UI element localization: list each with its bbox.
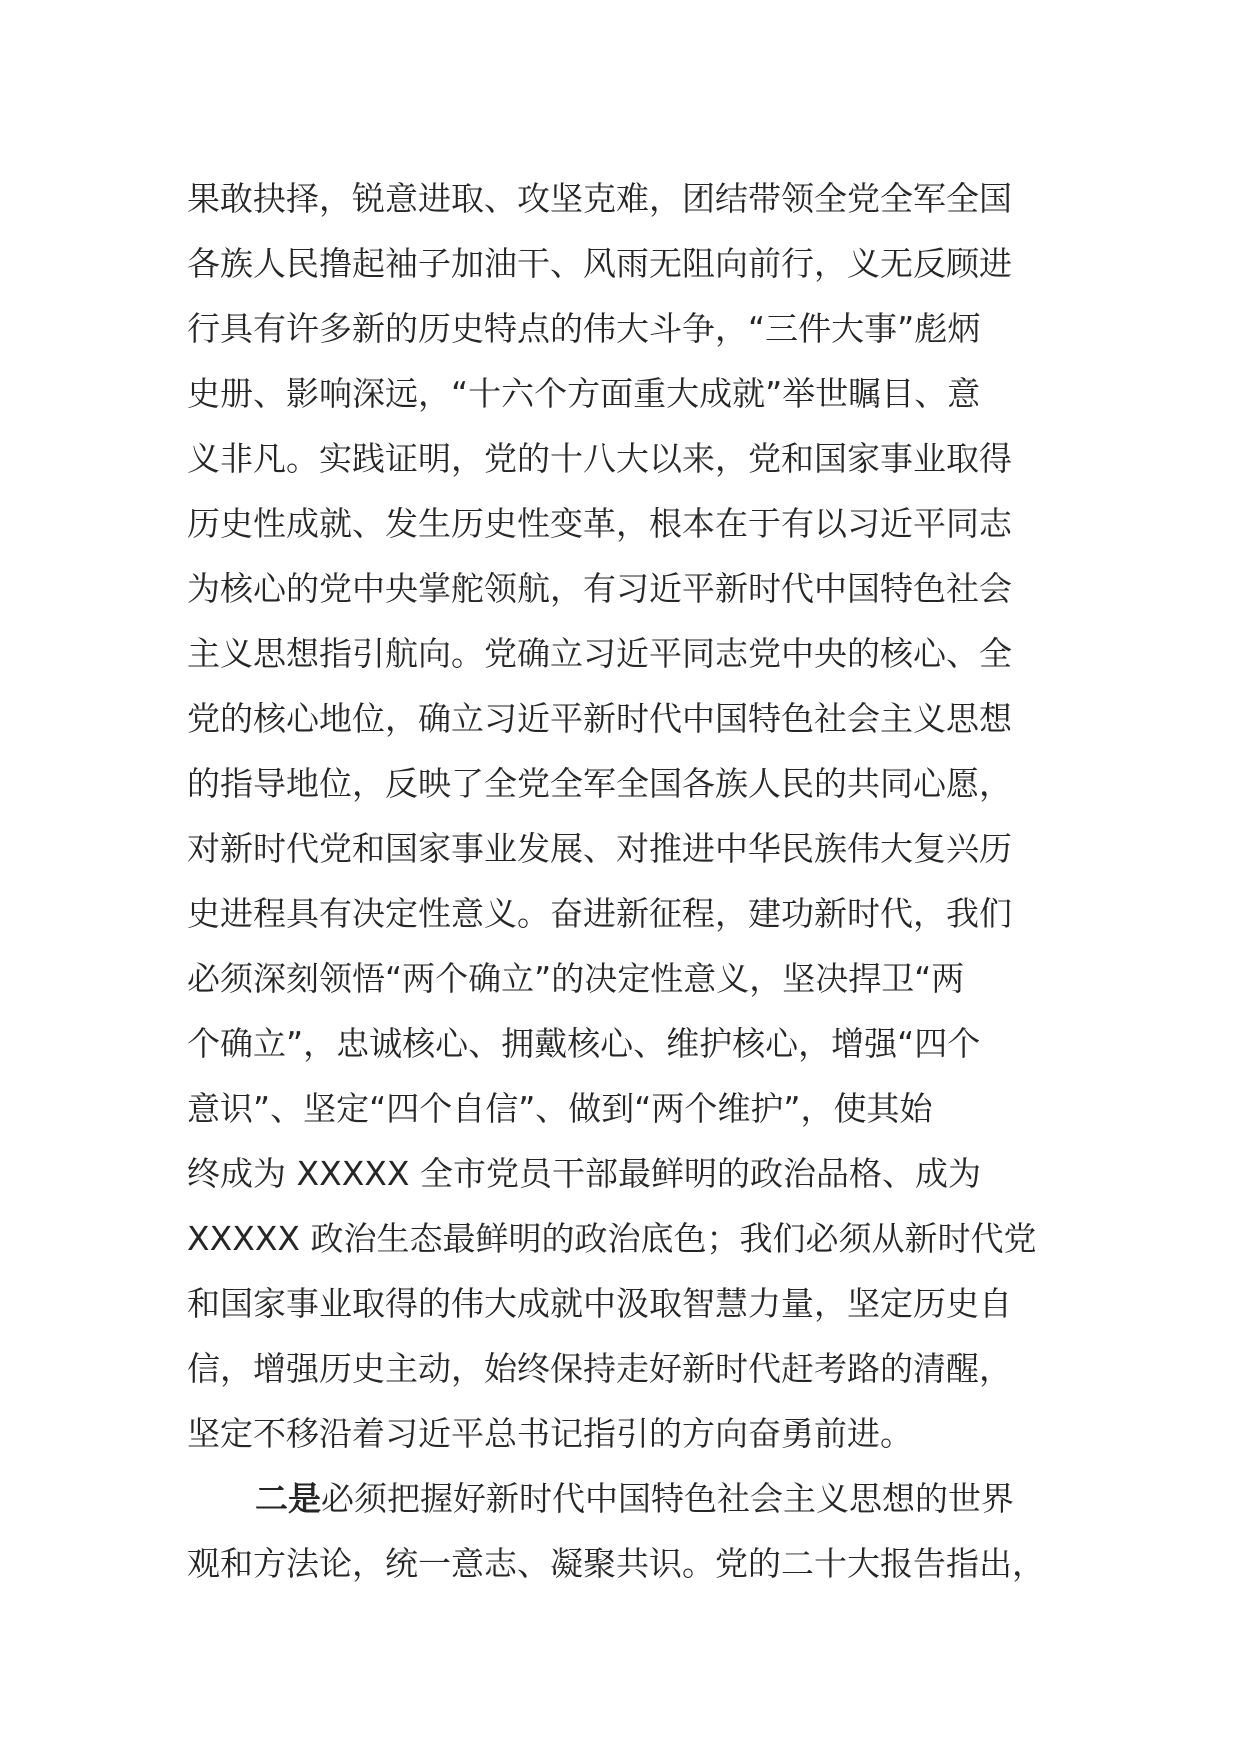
paragraph2-lead: 二是 [255, 1479, 321, 1518]
paragraph1-line: 果敢抉择，锐意进取、攻坚克难，团结带领全党全军全国 [187, 179, 1012, 218]
body-text [187, 166, 1067, 1596]
paragraph1-line: 史册、影响深远，“十六个方面重大成就”举世瞩目、意 [187, 374, 981, 413]
paragraph1-line: 史进程具有决定性意义。奋进新征程，建功新时代，我们 [187, 894, 1012, 933]
paragraph2-first-line [187, 1466, 1067, 1531]
paragraph1-line: 对新时代党和国家事业发展、对推进中华民族伟大复兴历 [187, 829, 1012, 868]
paragraph1-line: XXXXX 政治生态最鲜明的政治底色；我们必须从新时代党 [187, 1219, 1037, 1258]
paragraph1-line: 为核心的党中央掌舵领航，有习近平新时代中国特色社会 [187, 569, 1012, 608]
paragraph1-line: 和国家事业取得的伟大成就中汲取智慧力量，坚定历史自 [187, 1284, 1012, 1323]
paragraph1-line: 义非凡。实践证明，党的十八大以来，党和国家事业取得 [187, 439, 1012, 478]
paragraph1-line: 历史性成就、发生历史性变革，根本在于有以习近平同志 [187, 504, 1012, 543]
paragraph1-line: 党的核心地位，确立习近平新时代中国特色社会主义思想 [187, 699, 1012, 738]
paragraph2-line: 观和方法论，统一意志、凝聚共识。党的二十大报告指出， [187, 1544, 1045, 1583]
paragraph1-line: 个确立”，忠诚核心、拥戴核心、维护核心，增强“四个 [187, 1024, 981, 1063]
paragraph1-line: 坚定不移沿着习近平总书记指引的方向奋勇前进。 [187, 1414, 913, 1453]
paragraph1-line: 终成为 XXXXX 全市党员干部最鲜明的政治品格、成为 [187, 1154, 982, 1193]
paragraph1-line: 主义思想指引航向。党确立习近平同志党中央的核心、全 [187, 634, 1012, 673]
paragraph1-line: 各族人民撸起袖子加油干、风雨无阻向前行，义无反顾进 [187, 244, 1012, 283]
paragraph1-line: 行具有许多新的历史特点的伟大斗争，“三件大事”彪炳 [187, 309, 981, 348]
paragraph1-line: 意识”、坚定“四个自信”、做到“两个维护”，使其始 [187, 1089, 933, 1128]
paragraph1-line: 信，增强历史主动，始终保持走好新时代赶考路的清醒， [187, 1349, 1012, 1388]
paragraph2-first-line-text: 必须把握好新时代中国特色社会主义思想的世界 [321, 1479, 1014, 1518]
paragraph1-line: 的指导地位，反映了全党全军全国各族人民的共同心愿， [187, 764, 1012, 803]
paragraph1-line: 必须深刻领悟“两个确立”的决定性意义，坚决捍卫“两 [187, 959, 965, 998]
